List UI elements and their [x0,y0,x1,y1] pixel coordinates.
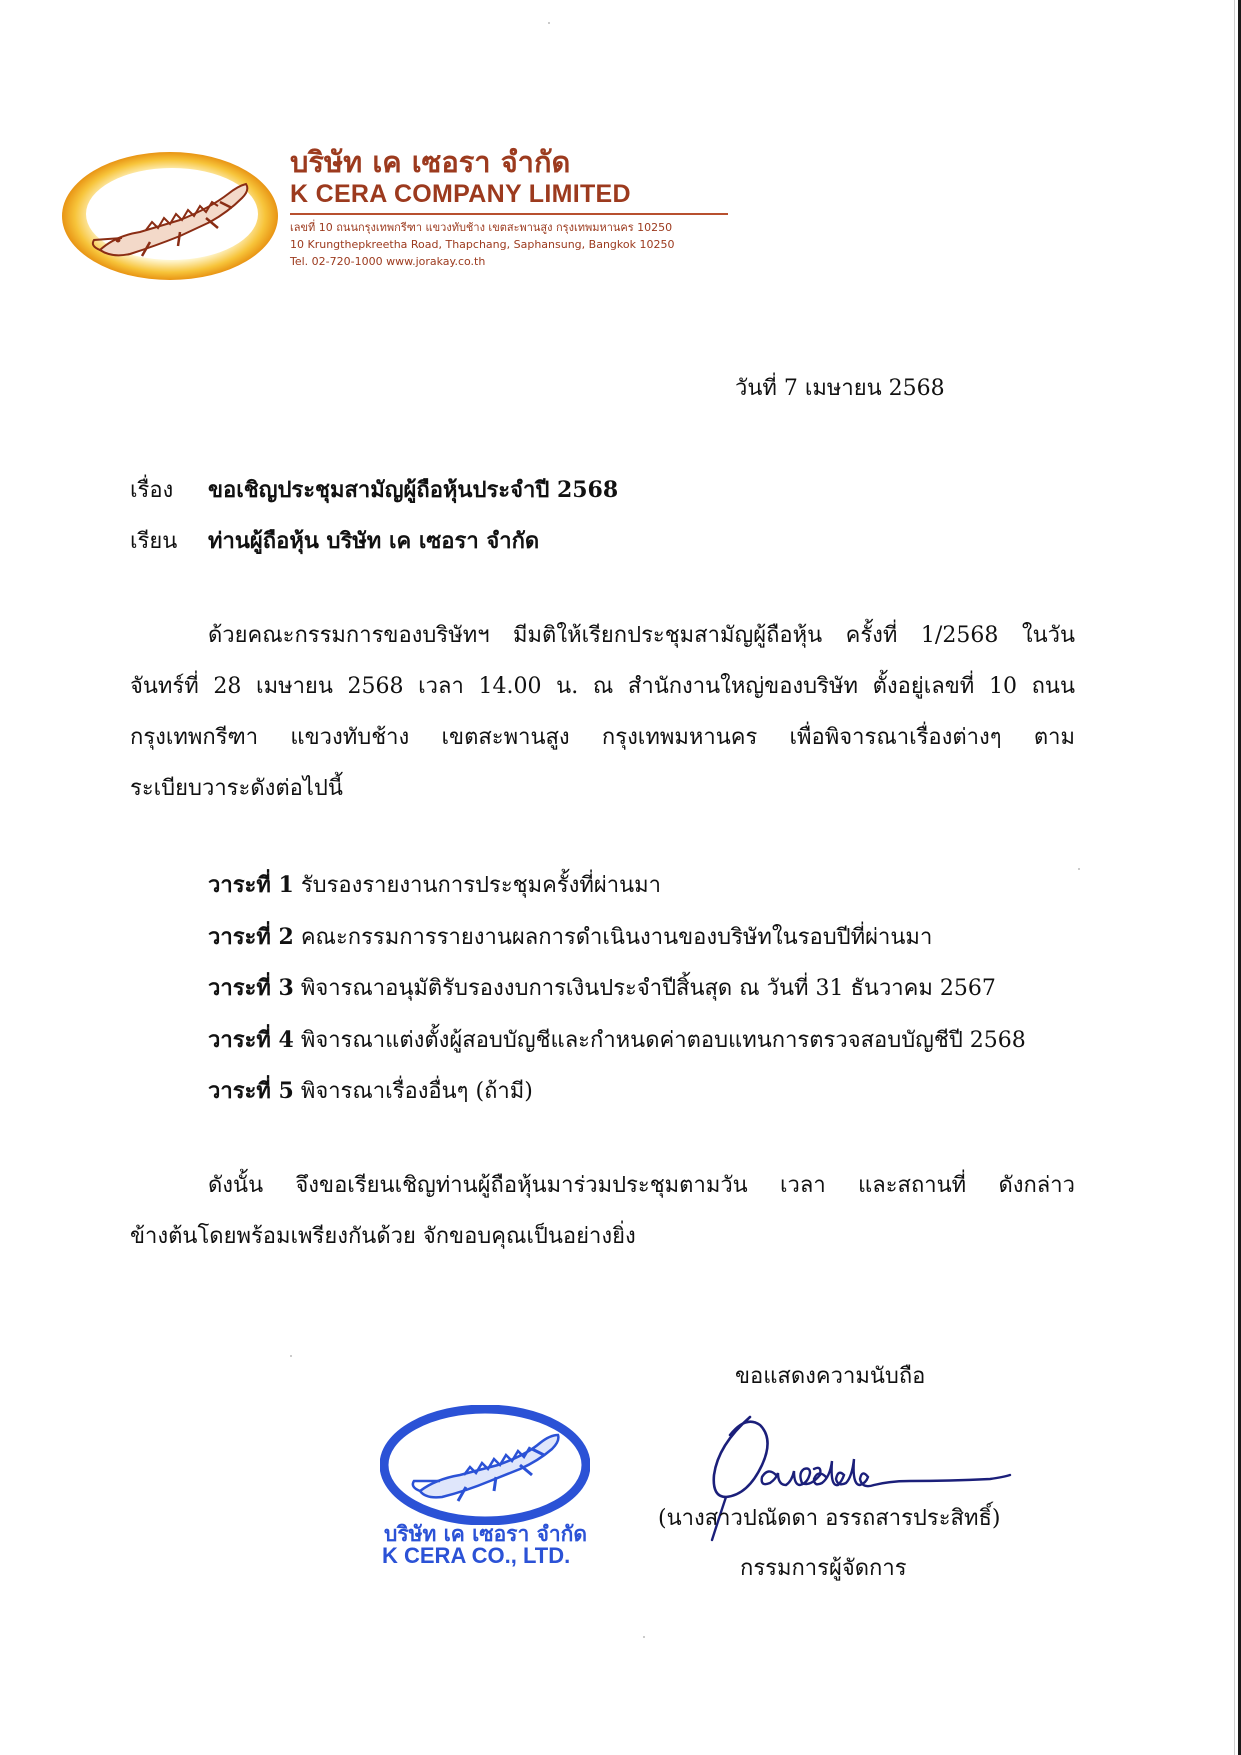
agenda-item-label: วาระที่ 2 [208,923,294,950]
scan-speck [643,1636,645,1638]
subject-row [130,472,618,507]
recipient-row [130,523,539,558]
agenda-item-text: พิจารณาอนุมัติรับรองงบการเงินประจำปีสิ้นสุด ณ วันที่ 31 ธันวาคม 2567 [300,976,996,1001]
letterhead-company-th: บริษัท เค เซอรา จำกัด [290,145,571,179]
letterhead-divider [290,213,728,215]
body-line: ด้วยคณะกรรมการของบริษัทฯ มีมติให้เรียกประชุมสามัญผู้ถือหุ้น ครั้งที่ 1/2568 ในวัน [208,623,1075,648]
agenda-item-label: วาระที่ 3 [208,975,294,1001]
closing-line: ดังนั้น จึงขอเรียนเชิญท่านผู้ถือหุ้นมาร่วมประชุมตามวัน เวลา และสถานที่ ดังกล่าว [208,1173,1075,1198]
scan-speck [548,22,550,24]
letterhead-address-th: เลขที่ 10 ถนนกรุงเทพกรีฑา แขวงทับช้าง เขตสะพานสูง กรุงเทพมหานคร 10250 [290,221,673,234]
letterhead [290,145,730,270]
crocodile-logo-icon [60,150,280,282]
letterhead-contact: Tel. 02-720-1000 www.jorakay.co.th [290,255,486,268]
closing-line: ข้างต้นโดยพร้อมเพรียงกันด้วย จักขอบคุณเป็นอย่างยิ่ง [130,1224,636,1249]
signatory-name: (นางสาวปณัดดา อรรถสารประสิทธิ์) [658,1506,1001,1531]
agenda-item [208,1015,1026,1067]
scan-speck [1078,868,1080,870]
agenda-item-label: วาระที่ 4 [208,1026,294,1053]
seal-company-en: K CERA CO., LTD. [382,1543,571,1568]
agenda-item-label: วาระที่ 5 [208,1078,294,1104]
agenda-item [208,963,1026,1015]
letterhead-address-en: 10 Krungthepkreetha Road, Thapchang, Saphansung, Bangkok 10250 [290,238,675,251]
agenda-item [208,912,1026,964]
body-line: จันทร์ที่ 28 เมษายน 2568 เวลา 14.00 น. ณ สำนักงานใหญ่ของบริษัท ตั้งอยู่เลขที่ 10 ถนน [130,674,1075,699]
body-line: กรุงเทพกรีฑา แขวงทับช้าง เขตสะพานสูง กรุงเทพมหานคร เพื่อพิจารณาเรื่องต่างๆ ตาม [130,725,1075,750]
subject-label: เรื่อง [130,478,174,503]
agenda-item [208,1066,1026,1118]
agenda-list [208,860,1026,1118]
company-seal-icon [380,1405,590,1525]
scan-speck [290,1355,292,1357]
recipient-label: เรียน [130,529,178,554]
subject-value: ขอเชิญประชุมสามัญผู้ถือหุ้นประจำปี 2568 [208,477,619,503]
scan-edge-line [1234,0,1235,1755]
signatory-position: กรรมการผู้จัดการ [740,1556,907,1581]
seal-company-th: บริษัท เค เซอรา จำกัด [384,1522,588,1546]
letterhead-company-en: K CERA COMPANY LIMITED [290,180,631,208]
recipient-value: ท่านผู้ถือหุ้น บริษัท เค เซอรา จำกัด [208,528,540,554]
letter-date: วันที่ 7 เมษายน 2568 [735,376,945,401]
agenda-item-text: พิจารณาแต่งตั้งผู้สอบบัญชีและกำหนดค่าตอบแทนการตรวจสอบบัญชีปี 2568 [300,1027,1026,1053]
agenda-item-text: คณะกรรมการรายงานผลการดำเนินงานของบริษัทในรอบปีที่ผ่านมา [300,924,933,950]
agenda-item-text: รับรองรายงานการประชุมครั้งที่ผ่านมา [300,873,661,898]
closing-paragraph [130,1160,1075,1262]
agenda-item [208,860,1026,912]
body-line: ระเบียบวาระดังต่อไปนี้ [130,776,343,801]
regards-text: ขอแสดงความนับถือ [735,1364,926,1389]
agenda-item-label: วาระที่ 1 [208,872,294,898]
agenda-item-text: พิจารณาเรื่องอื่นๆ (ถ้ามี) [300,1079,533,1104]
body-paragraph [130,610,1075,814]
